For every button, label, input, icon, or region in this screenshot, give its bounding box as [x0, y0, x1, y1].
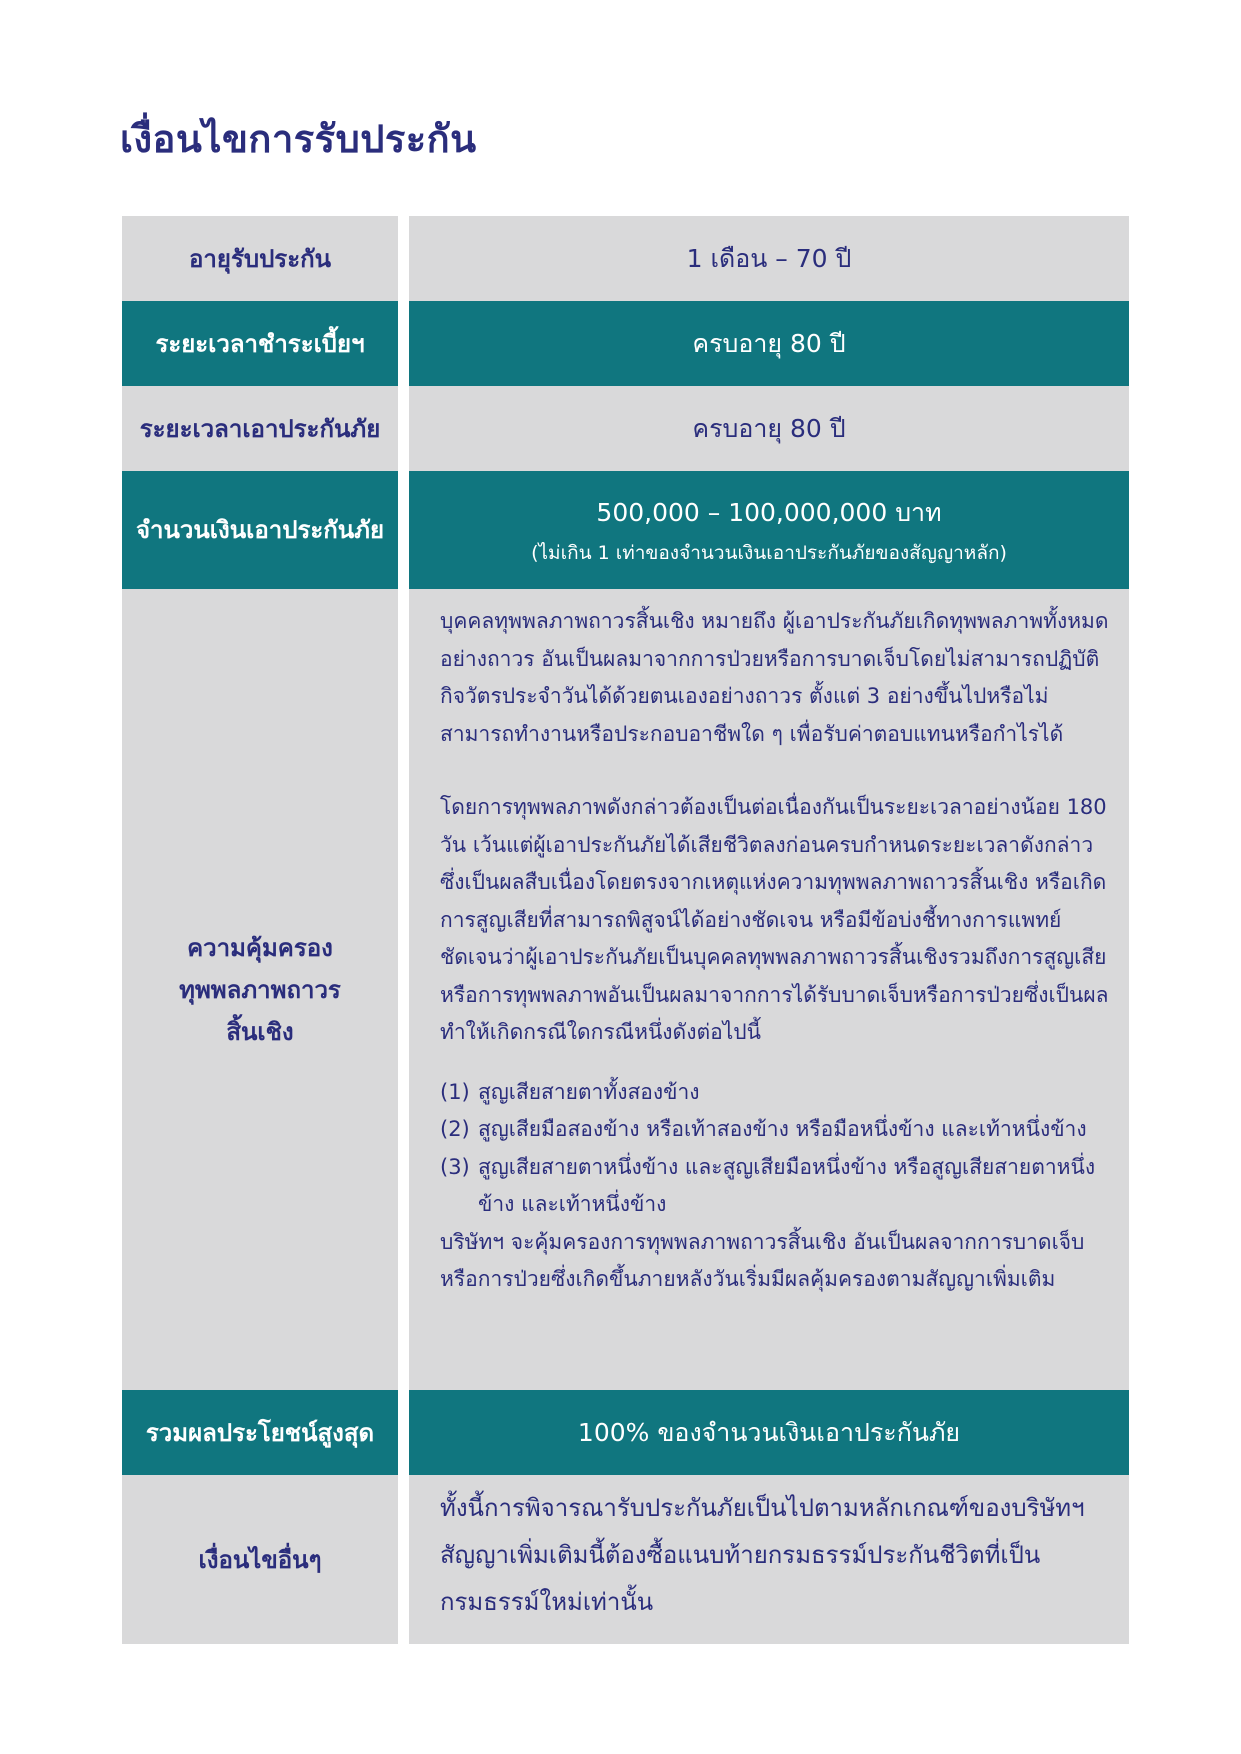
premium-period-value-text: ครบอายุ 80 ปี: [692, 328, 846, 358]
tpd-paragraph-3: บริษัทฯ จะคุ้มครองการทุพพลภาพถาวรสิ้นเชิง อันเป็นผลจากการบาดเจ็บหรือการป่วยซึ่งเกิดขึ้นภายหลังวันเริ่มมีผลคุ้มครองตามสัญญาเพิ่มเติม: [440, 1229, 1085, 1291]
other-conditions-line: ทั้งนี้การพิจารณารับประกันภัยเป็นไปตามหลักเกณฑ์ของบริษัทฯ: [440, 1494, 1085, 1522]
tpd-label-line: สิ้นเชิง: [226, 1017, 294, 1046]
other-conditions-line: กรมธรรม์ใหม่เท่านั้น: [440, 1588, 654, 1616]
tpd-paragraph-1: บุคคลทุพพลภาพถาวรสิ้นเชิง หมายถึง ผู้เอาประกันภัยเกิดทุพพลภาพทั้งหมดอย่างถาวร อันเป็นผลมาจากการป่วยหรือการบาดเจ็บโดยไม่สามารถปฏิบัติกิจวัตรประจำวันได้ด้วยตนเองอย่างถาวร ตั้งแต่ 3 อย่างขึ้นไปหรือไม่สามารถทำงานหรือประกอบอาชีพใด ๆ เพื่อรับค่าตอบแทนหรือกำไรได้: [440, 609, 1109, 746]
tpd-label: [122, 589, 398, 1390]
max-benefit-label: รวมผลประโยชน์สูงสุด: [122, 1390, 398, 1475]
coverage-period-value: [409, 386, 1129, 471]
age-label: อายุรับประกัน: [122, 216, 398, 301]
sum-insured-value: [409, 471, 1129, 589]
list-item-number: (2): [440, 1117, 470, 1141]
other-conditions-line: สัญญาเพิ่มเติมนี้ต้องซื้อแนบท้ายกรมธรรม์ประกันชีวิตที่เป็น: [440, 1541, 1041, 1569]
age-value-text: 1 เดือน – 70 ปี: [686, 243, 852, 273]
list-item-number: (1): [440, 1079, 470, 1104]
coverage-period-label: ระยะเวลาเอาประกันภัย: [122, 386, 398, 471]
tpd-description: [409, 589, 1129, 1390]
list-item: [440, 1074, 1109, 1112]
sum-insured-label: จำนวนเงินเอาประกันภัย: [122, 471, 398, 589]
tpd-paragraph-2: โดยการทุพพลภาพดังกล่าวต้องเป็นต่อเนื่องกันเป็นระยะเวลาอย่างน้อย 180 วัน เว้นแต่ผู้เอาประกันภัยได้เสียชีวิตลงก่อนครบกำหนดระยะเวลาดังกล่าวซึ่งเป็นผลสืบเนื่องโดยตรงจากเหตุแห่งความทุพพลภาพถาวรสิ้นเชิง หรือเกิดการสูญเสียที่สามารถพิสูจน์ได้อย่างชัดเจน หรือมีข้อบ่งชี้ทางการแพทย์ชัดเจนว่าผู้เอาประกันภัยเป็นบุคคลทุพพลภาพถาวรสิ้นเชิงรวมถึงการสูญเสีย หรือการทุพพลภาพอันเป็นผลมาจากการได้รับบาดเจ็บหรือการป่วยซึ่งเป็นผลทำให้เกิดกรณีใดกรณีหนึ่งดังต่อไปนี้: [440, 795, 1109, 1044]
page-title: เงื่อนไขการรับประกัน: [120, 117, 477, 161]
tpd-label-line: ทุพพลภาพถาวร: [179, 975, 341, 1004]
premium-period-value: [409, 301, 1129, 386]
tpd-loss-list: [440, 1074, 1109, 1224]
list-item: [440, 1111, 1109, 1149]
list-item-number: (3): [440, 1154, 470, 1179]
max-benefit-value-text: 100% ของจำนวนเงินเอาประกันภัย: [577, 1417, 961, 1447]
other-conditions-label: เงื่อนไขอื่นๆ: [122, 1475, 398, 1644]
age-value: [409, 216, 1129, 301]
premium-period-label: ระยะเวลาชำระเบี้ยฯ: [122, 301, 398, 386]
conditions-table: [122, 216, 1129, 1644]
list-item-text: สูญเสียมือสองข้าง หรือเท้าสองข้าง หรือมือหนึ่งข้าง และเท้าหนึ่งข้าง: [478, 1117, 1087, 1141]
other-conditions-value: [409, 1475, 1129, 1644]
max-benefit-value: [409, 1390, 1129, 1475]
list-item-text: สูญเสียสายตาทั้งสองข้าง: [478, 1079, 700, 1104]
coverage-period-value-text: ครบอายุ 80 ปี: [692, 413, 846, 443]
sum-insured-note: (ไม่เกิน 1 เท่าของจำนวนเงินเอาประกันภัยของสัญญาหลัก): [531, 541, 1007, 564]
list-item-text: สูญเสียสายตาหนึ่งข้าง และสูญเสียมือหนึ่งข้าง หรือสูญเสียสายตาหนึ่งข้าง และเท้าหนึ่งข้าง: [478, 1154, 1096, 1216]
list-item: [440, 1149, 1109, 1224]
tpd-label-line: ความคุ้มครอง: [187, 933, 333, 962]
sum-insured-amount: 500,000 – 100,000,000 บาท: [596, 497, 942, 527]
